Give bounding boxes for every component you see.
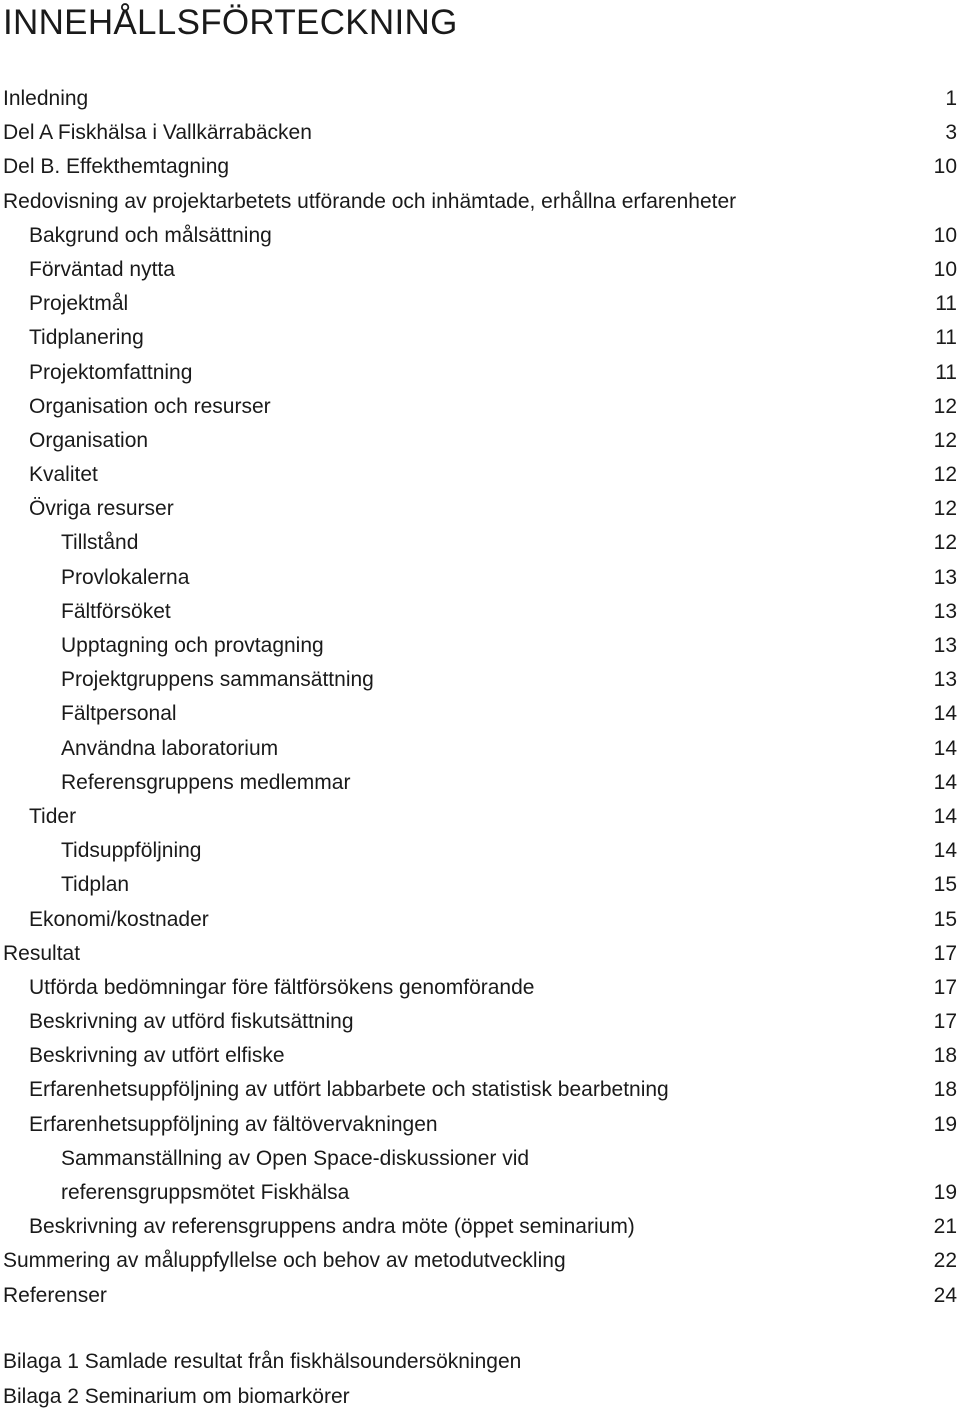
toc-entry-page-number: 12	[933, 394, 957, 418]
toc-entry-label: Organisation och resurser	[29, 394, 271, 418]
toc-entry	[0, 185, 960, 219]
toc-entry-label: Beskrivning av utförd fiskutsättning	[29, 1010, 354, 1034]
toc-entry-page-number: 18	[933, 1044, 957, 1068]
toc-entry-label: Summering av måluppfyllelse och behov av metodutveckling	[3, 1249, 566, 1273]
toc-entry	[0, 390, 960, 424]
toc-entry-page-number: 17	[933, 975, 957, 999]
toc-entry-label: Utförda bedömningar före fältförsökens genomförande	[29, 975, 535, 999]
toc-entry-page-number: 3	[945, 121, 957, 145]
toc-entry-label: Tider	[29, 804, 77, 828]
toc-entry	[0, 971, 960, 1005]
toc-entry-page-number: 11	[935, 292, 957, 316]
toc-entry-page-number: 11	[935, 326, 957, 350]
toc-entry-label: Sammanställning av Open Space-diskussioner vid	[61, 1146, 530, 1170]
toc-entry-page-number: 14	[933, 770, 957, 794]
toc-entry	[0, 903, 960, 937]
toc-entry-label: Förväntad nytta	[29, 257, 175, 281]
toc-entry-label: Beskrivning av referensgruppens andra möte (öppet seminarium)	[29, 1215, 635, 1239]
toc-entry-page-number: 12	[933, 531, 957, 555]
toc-entry-page-number: 19	[933, 1112, 957, 1136]
toc-entry	[0, 1073, 960, 1107]
toc-entry-page-number: 11	[935, 360, 957, 384]
toc-entry-label: Referensgruppens medlemmar	[61, 770, 351, 794]
toc-entry-label: Beskrivning av utfört elfiske	[29, 1044, 285, 1068]
toc-entry-label: Del A Fiskhälsa i Vallkärrabäcken	[3, 121, 312, 145]
toc-entry	[0, 595, 960, 629]
toc-entry-label: Provlokalerna	[61, 565, 190, 589]
toc-entry-page-number: 19	[933, 1181, 957, 1204]
toc-entry	[0, 868, 960, 902]
toc-entry-label: Projektgruppens sammansättning	[61, 668, 374, 692]
toc-entry	[0, 82, 960, 116]
toc-entry-page-number: 10	[933, 223, 957, 247]
toc-entry	[0, 937, 960, 971]
toc-entry	[0, 834, 960, 868]
toc-entry	[0, 697, 960, 731]
appendix-entry-label: Bilaga 1 Samlade resultat från fiskhälsoundersökningen	[3, 1350, 522, 1373]
toc-entry-page-number: 17	[933, 941, 957, 965]
toc-entry-label: Erfarenhetsuppföljning av utfört labbarbete och statistisk bearbetning	[29, 1078, 669, 1102]
toc-entry-label: Bakgrund och målsättning	[29, 223, 272, 247]
toc-entry-label: Kvalitet	[29, 463, 98, 487]
toc-entry	[0, 1279, 960, 1313]
toc-entry	[0, 766, 960, 800]
toc-entry	[0, 1210, 960, 1244]
toc-entry	[0, 1039, 960, 1073]
toc-entry	[0, 150, 960, 184]
toc-entry	[0, 424, 960, 458]
toc-entry-label: Fältpersonal	[61, 702, 177, 726]
toc-entry	[0, 800, 960, 834]
toc-entry-label: Övriga resurser	[29, 497, 174, 521]
toc-entry-page-number: 21	[933, 1215, 957, 1239]
toc-entry-page-number: 14	[933, 702, 957, 726]
toc-entry-label: Tidplanering	[29, 326, 144, 350]
toc-entry-page-number: 13	[933, 599, 957, 623]
toc-entry	[0, 219, 960, 253]
page-title: INNEHÅLLSFÖRTECKNING	[3, 3, 458, 42]
toc-entry-page-number: 14	[933, 804, 957, 828]
toc-entry-label: Organisation	[29, 428, 149, 452]
toc-entry-page-number: 15	[933, 907, 957, 931]
toc-entry	[0, 1142, 960, 1176]
toc-entry-label: Tidplan	[61, 873, 130, 897]
toc-entry-page-number: 12	[933, 497, 957, 521]
appendix-entry	[0, 1345, 960, 1380]
toc-entry	[0, 321, 960, 355]
toc-entry-page-number: 10	[933, 257, 957, 281]
toc-entry-page-number: 12	[933, 463, 957, 487]
toc-entry-label: Ekonomi/kostnader	[29, 907, 209, 931]
toc-entry	[0, 1005, 960, 1039]
toc-entry	[0, 526, 960, 560]
toc-entry	[0, 253, 960, 287]
toc-entry	[0, 561, 960, 595]
toc-entry-page-number: 18	[933, 1078, 957, 1102]
toc-entry-label: Tidsuppföljning	[61, 839, 202, 863]
appendix-entry	[0, 1380, 960, 1414]
toc-entry	[0, 732, 960, 766]
toc-entry	[0, 287, 960, 321]
toc-entry	[0, 1176, 960, 1210]
toc-entry	[0, 458, 960, 492]
toc-entry-page-number: 1	[945, 87, 957, 110]
toc-entry	[0, 1244, 960, 1278]
toc-entry-page-number: 12	[933, 428, 957, 452]
toc-entry-label: Inledning	[3, 87, 89, 110]
toc-entry-label: Användna laboratorium	[61, 736, 279, 760]
toc-entry-page-number: 13	[933, 634, 957, 657]
toc-entry	[0, 116, 960, 150]
toc-entry	[0, 356, 960, 390]
toc-entry-page-number: 14	[933, 736, 957, 760]
toc-entry-page-number: 13	[933, 565, 957, 589]
appendix-list	[0, 1345, 960, 1414]
toc-entry-label: Projektomfattning	[29, 360, 193, 384]
toc-entry-page-number: 24	[933, 1283, 957, 1307]
toc-entry-page-number: 17	[933, 1010, 957, 1034]
toc-entry-page-number: 10	[933, 155, 957, 179]
appendix-entry-label: Bilaga 2 Seminarium om biomarkörer	[3, 1384, 350, 1408]
toc-entry-label: Resultat	[3, 941, 81, 965]
toc-entry-page-number: 13	[933, 668, 957, 692]
toc-entry	[0, 629, 960, 663]
toc-entry	[0, 492, 960, 526]
toc-entry	[0, 1108, 960, 1142]
toc-entry-label: Referenser	[3, 1283, 107, 1307]
toc-entry-label: referensgruppsmötet Fiskhälsa	[61, 1181, 350, 1204]
table-of-contents	[0, 82, 960, 1313]
toc-entry-label: Projektmål	[29, 292, 129, 316]
toc-entry-label: Upptagning och provtagning	[61, 634, 324, 657]
toc-entry-label: Fältförsöket	[61, 599, 171, 623]
toc-entry-page-number: 22	[933, 1249, 957, 1273]
toc-entry-label: Del B. Effekthemtagning	[3, 155, 230, 179]
toc-entry-page-number: 14	[933, 839, 957, 863]
toc-entry	[0, 663, 960, 697]
toc-entry-page-number: 15	[933, 873, 957, 897]
toc-entry-label: Redovisning av projektarbetets utförande och inhämtade, erhållna erfarenheter	[3, 189, 737, 213]
toc-entry-label: Tillstånd	[61, 531, 139, 555]
toc-entry-label: Erfarenhetsuppföljning av fältövervakningen	[29, 1112, 438, 1136]
